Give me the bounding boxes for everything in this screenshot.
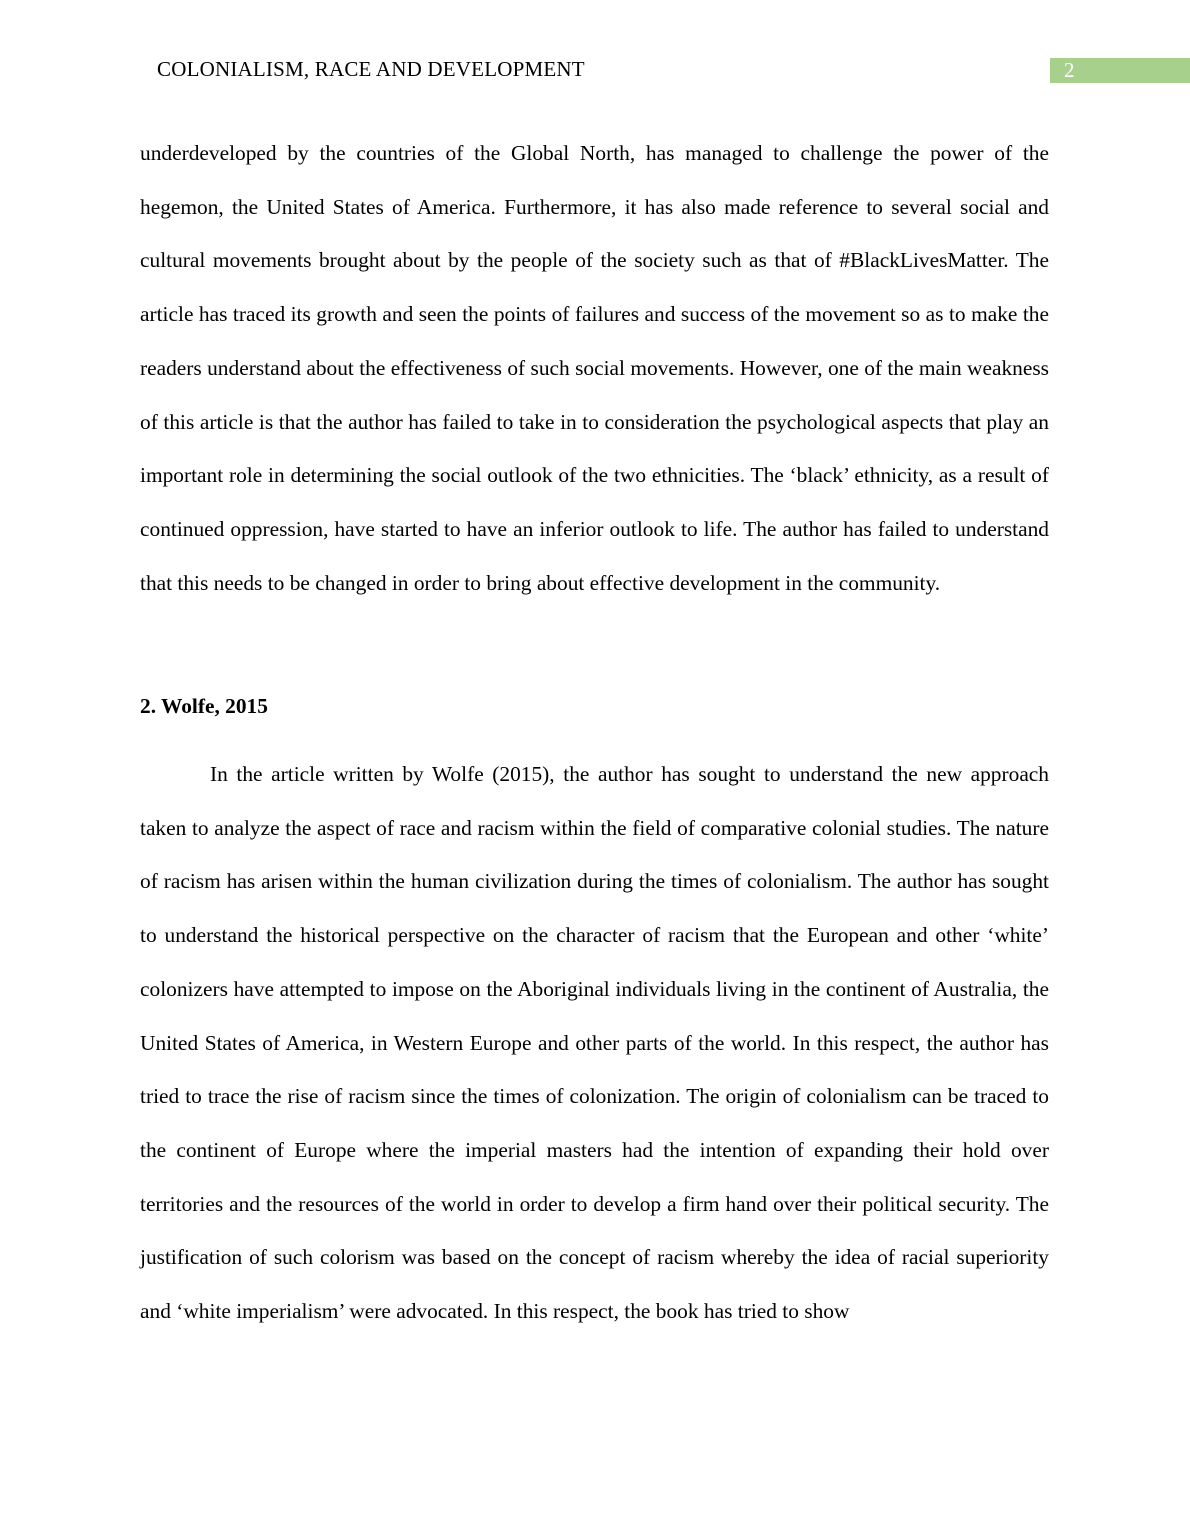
running-head: COLONIALISM, RACE AND DEVELOPMENT: [157, 57, 585, 81]
page-number-box: [1050, 58, 1190, 83]
section-heading: 2. Wolfe, 2015: [140, 694, 268, 718]
page-number: 2: [1064, 58, 1075, 82]
body-paragraph-1: underdeveloped by the countries of the Global North, has managed to challenge the power of the hegemon, the United States of America. Furthermore, it has also made reference to several social and cultural movements brought about by the people of the society such as that of #BlackLivesMatter. The article has traced its growth and seen the points of failures and success of the movement so as to make the readers understand about the effectiveness of such social movements. However, one of the main weakness of this article is that the author has failed to take in to consideration the psychological aspects that play an important role in determining the social outlook of the two ethnicities. The ‘black’ ethnicity, as a result of continued oppression, have started to have an inferior outlook to life. The author has failed to understand that this needs to be changed in order to bring about effective development in the community.: [140, 141, 1049, 595]
body-paragraph-2: In the article written by Wolfe (2015), the author has sought to understand the new approach taken to analyze the aspect of race and racism within the field of comparative colonial studies. The nature of racism has arisen within the human civilization during the times of colonialism. The author has sought to understand the historical perspective on the character of racism that the European and other ‘white’ colonizers have attempted to impose on the Aboriginal individuals living in the continent of Australia, the United States of America, in Western Europe and other parts of the world. In this respect, the author has tried to trace the rise of racism since the times of colonization. The origin of colonialism can be traced to the continent of Europe where the imperial masters had the intention of expanding their hold over territories and the resources of the world in order to develop a firm hand over their political security. The justification of such colorism was based on the concept of racism whereby the idea of racial superiority and ‘white imperialism’ were advocated. In this respect, the book has tried to show: [140, 762, 1049, 1324]
